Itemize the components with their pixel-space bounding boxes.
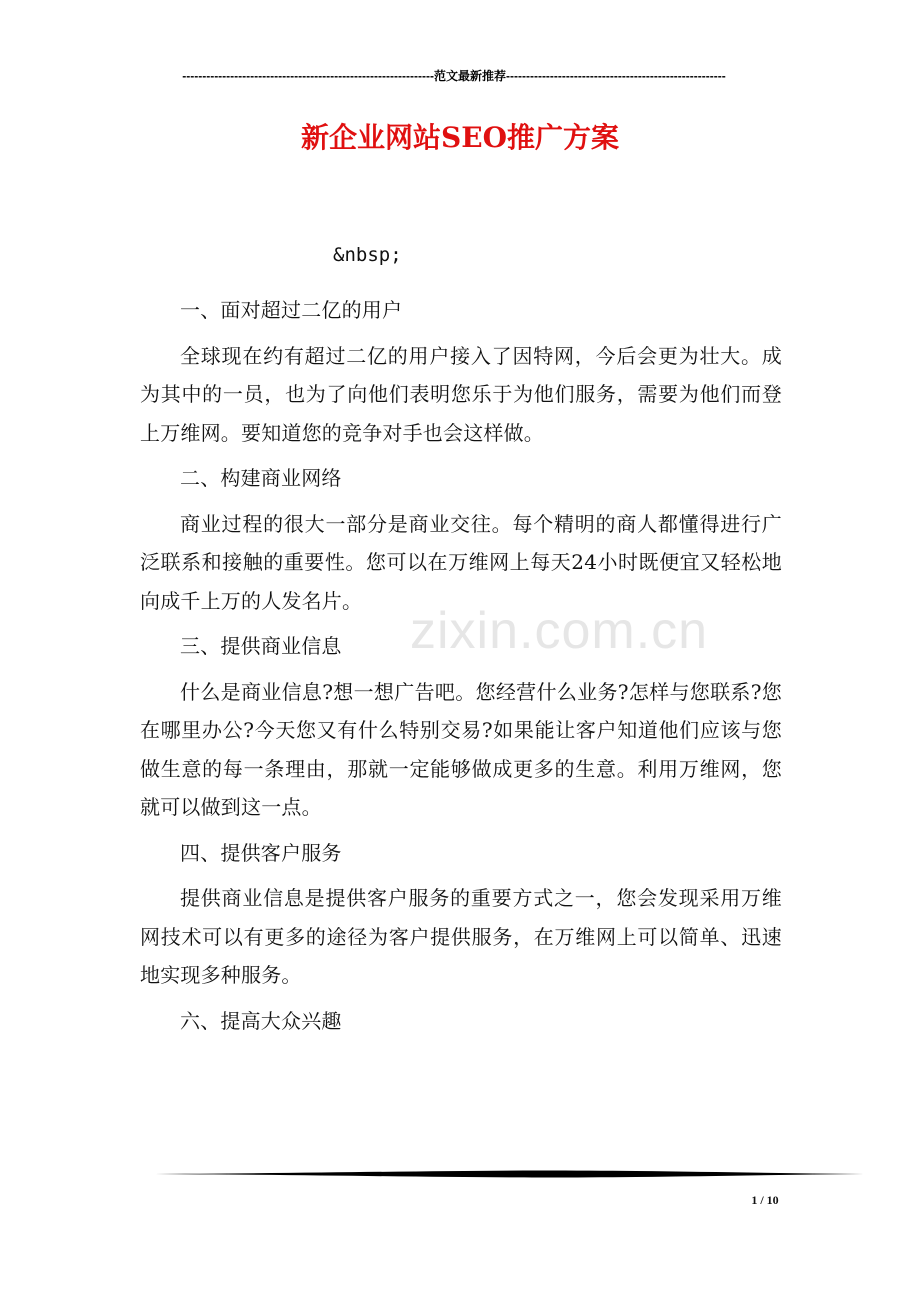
section-body-3: 什么是商业信息?想一想广告吧。您经营什么业务?怎样与您联系?您在哪里办公?今天您又有什么特别交易?如果能让客户知道他们应该与您做生意的每一条理由，那就一定能够做成更多的生意。利用万维网，您就可以做到这一点。: [140, 679, 782, 819]
section-heading-2: 二、构建商业网络: [180, 466, 342, 490]
section-heading-4: 四、提供客户服务: [180, 840, 342, 865]
page-number: 1 / 10: [751, 1193, 779, 1207]
document-title: 新企业网站SEO推广方案: [301, 121, 619, 154]
footer-rule: [140, 1170, 864, 1178]
section-heading-3: 三、提供商业信息: [180, 634, 342, 658]
section-heading-6: 六、提高大众兴趣: [180, 1008, 342, 1033]
nbsp-artifact: &nbsp;: [333, 244, 402, 266]
watermark: zixin.com.cn: [410, 602, 709, 660]
document-body: [140, 284, 782, 1047]
section-body-1: 全球现在约有超过二亿的用户接入了因特网，今后会更为壮大。成为其中的一员，也为了向他们表明您乐于为他们服务，需要为他们而登上万维网。要知道您的竞争对手也会这样做。: [140, 343, 782, 445]
section-body-2: 商业过程的很大一部分是商业交往。每个精明的商人都懂得进行广泛联系和接触的重要性。您可以在万维网上每天24小时既便宜又轻松地向成千上万的人发名片。: [140, 511, 782, 613]
running-header: ---------------------------------------------------------------范文最新推荐-------------------------------------------------------: [182, 69, 726, 83]
section-heading-1: 一、面对超过二亿的用户: [180, 298, 403, 322]
section-body-4: 提供商业信息是提供客户服务的重要方式之一，您会发现采用万维网技术可以有更多的途径为客户提供服务，在万维网上可以简单、迅速地实现多种服务。: [140, 886, 782, 987]
